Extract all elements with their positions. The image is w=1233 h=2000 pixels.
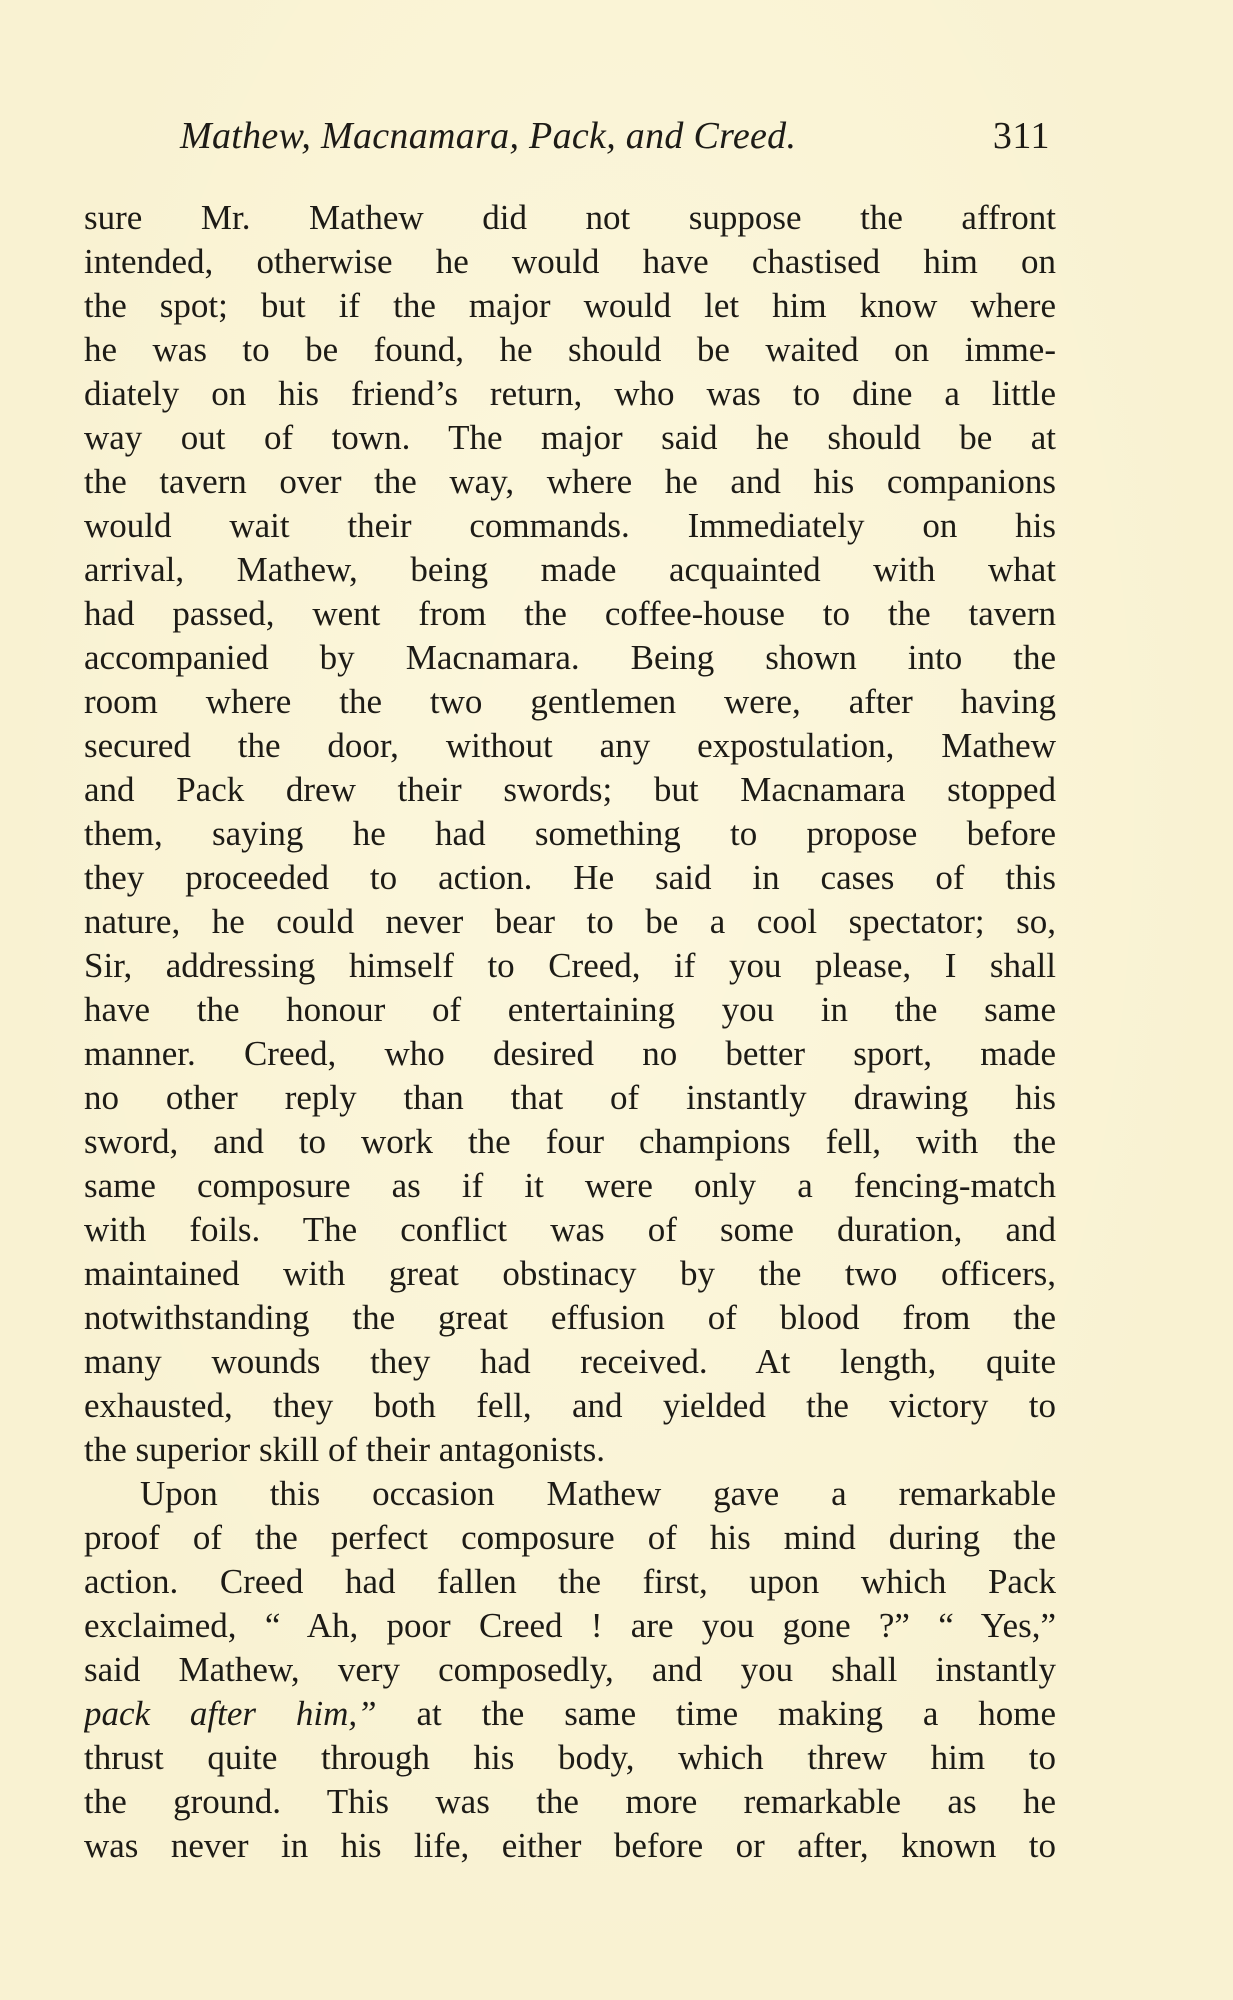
- text-line: the ground. This was the more remarkable as he: [84, 1782, 1056, 1821]
- paragraph-start-line: Upon this occasion Mathew gave a remarkable: [140, 1474, 1056, 1513]
- text-line: accompanied by Macnamara. Being shown into the: [84, 638, 1056, 677]
- italic-phrase: pack after him,”: [84, 1694, 377, 1733]
- text-line: way out of town. The major said he should be at: [84, 418, 1056, 457]
- text-line: sword, and to work the four champions fell, with the: [84, 1122, 1056, 1161]
- paragraph-end-line: the superior skill of their antagonists.: [84, 1430, 606, 1469]
- page-number: 311: [992, 115, 1050, 157]
- text-line: said Mathew, very composedly, and you shall instantly: [84, 1650, 1056, 1689]
- text-line: room where the two gentlemen were, after having: [84, 682, 1056, 721]
- text-line: proof of the perfect composure of his mind during the: [84, 1518, 1056, 1557]
- text-line: exhausted, they both fell, and yielded the victory to: [84, 1386, 1056, 1425]
- text-line: diately on his friend’s return, who was to dine a little: [84, 374, 1056, 413]
- text-line: maintained with great obstinacy by the two officers,: [84, 1254, 1056, 1293]
- text-line: and Pack drew their swords; but Macnamara stopped: [84, 770, 1056, 809]
- text-line: no other reply than that of instantly drawing his: [84, 1078, 1056, 1117]
- text-line: action. Creed had fallen the first, upon which Pack: [84, 1562, 1056, 1601]
- body-text: [84, 196, 1056, 1868]
- text-line: nature, he could never bear to be a cool spectator; so,: [84, 902, 1056, 941]
- text-line: them, saying he had something to propose before: [84, 814, 1056, 853]
- text-line: the spot; but if the major would let him know where: [84, 286, 1056, 325]
- text-line: intended, otherwise he would have chastised him on: [84, 242, 1056, 281]
- text-line: had passed, went from the coffee-house to the tavern: [84, 594, 1056, 633]
- text-line: secured the door, without any expostulation, Mathew: [84, 726, 1056, 765]
- text-line: was never in his life, either before or after, known to: [84, 1826, 1056, 1865]
- text-line: with foils. The conflict was of some duration, and: [84, 1210, 1056, 1249]
- text-line: exclaimed, “ Ah, poor Creed ! are you gone ?” “ Yes,”: [84, 1606, 1056, 1645]
- text-line: they proceeded to action. He said in cases of this: [84, 858, 1056, 897]
- text-line-with-italic: [84, 1692, 1056, 1736]
- text-line: thrust quite through his body, which threw him to: [84, 1738, 1056, 1777]
- text-line: would wait their commands. Immediately on his: [84, 506, 1056, 545]
- text-line: sure Mr. Mathew did not suppose the affront: [84, 198, 1056, 237]
- text-line: the tavern over the way, where he and his companions: [84, 462, 1056, 501]
- text-line: he was to be found, he should be waited on imme-: [84, 330, 1056, 369]
- text-line: have the honour of entertaining you in the same: [84, 990, 1056, 1029]
- text-line-remainder: at the same time making a home: [376, 1694, 1056, 1733]
- text-line: manner. Creed, who desired no better sport, made: [84, 1034, 1056, 1073]
- running-title: Mathew, Macnamara, Pack, and Creed.: [180, 115, 797, 157]
- text-line: notwithstanding the great effusion of blood from the: [84, 1298, 1056, 1337]
- text-line: Sir, addressing himself to Creed, if you please, I shall: [84, 946, 1056, 985]
- text-line: many wounds they had received. At length, quite: [84, 1342, 1056, 1381]
- text-line: arrival, Mathew, being made acquainted with what: [84, 550, 1056, 589]
- text-line: same composure as if it were only a fencing-match: [84, 1166, 1056, 1205]
- running-head: [180, 108, 1050, 164]
